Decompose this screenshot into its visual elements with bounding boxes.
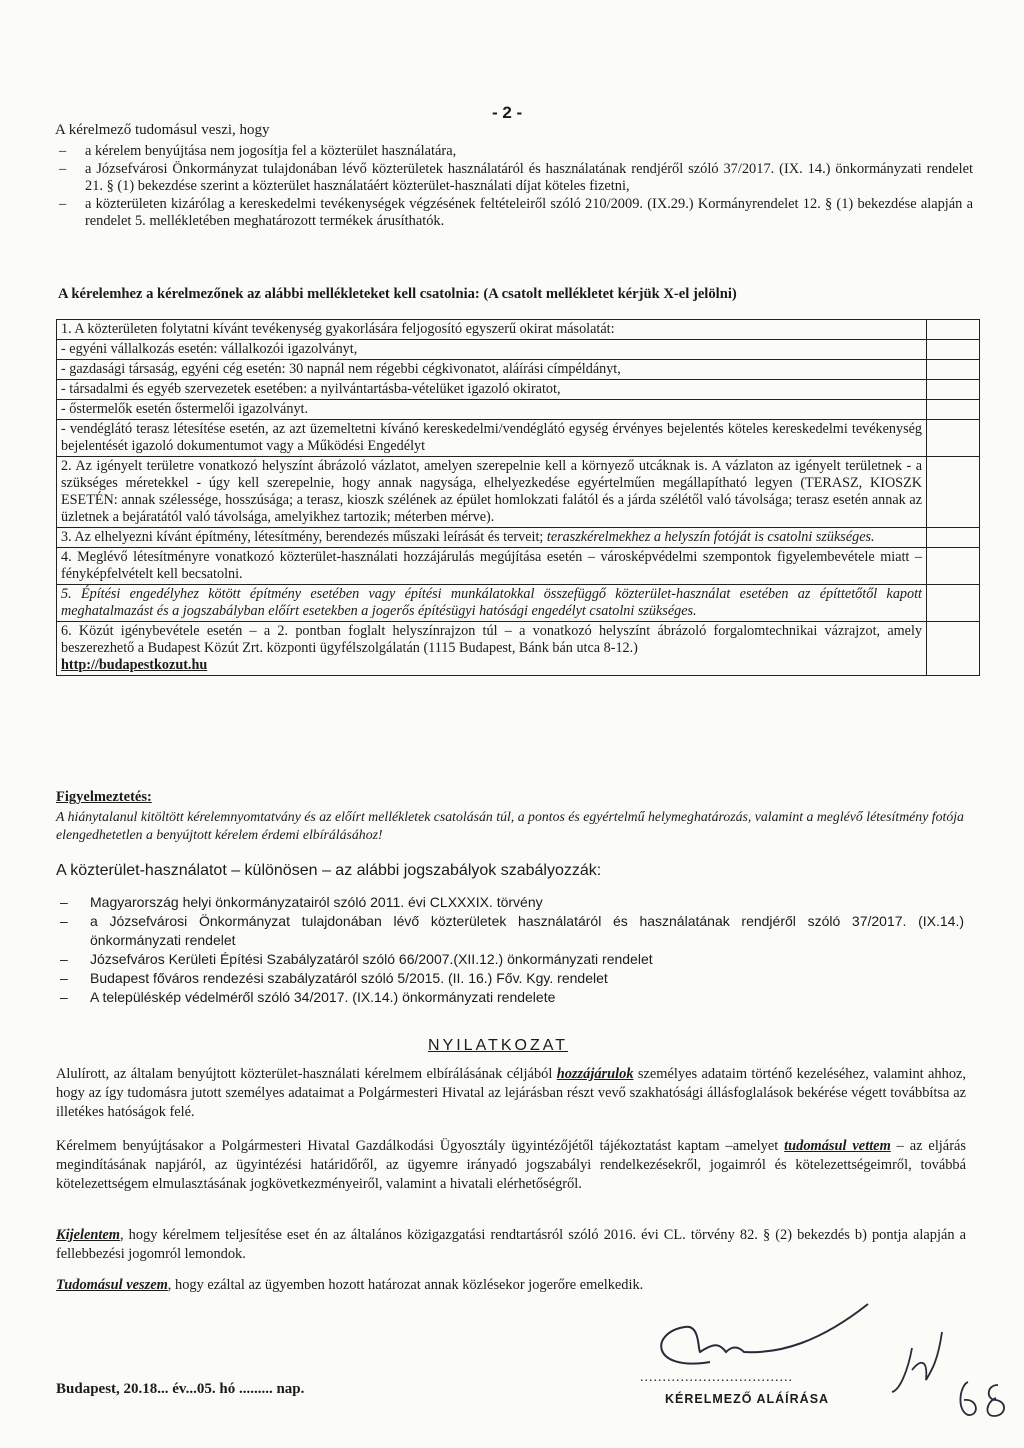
attachment-2: 2. Az igényelt területre vonatkozó helyszínt ábrázoló vázlatot, amelyen szerepelnie kell a környező utcáknak is. A vázlaton az igényelt területnek - a szükséges méretekkel - úgy kell szerepelnie, hogy annak nagysága, elhelyezkedése egyértelműen megállapítható legyen (TERASZ, KIOSZK ESETÉN: annak szélessége, hosszúsága; a terasz, kioszk szélének az épület homlokzati falától és a járda szélétől való távolsága; terasz esetén annak az üzletnek a bejáratától való távolsága, amelyikhez tartozik; méterben mérve). bbox=[57, 457, 927, 528]
table-row bbox=[57, 585, 980, 622]
laws-list bbox=[56, 893, 964, 1007]
attachment-6 bbox=[57, 622, 927, 676]
decl-p4-rest: , hogy ezáltal az ügyemben hozott határozat annak közlésekor jogerőre emelkedik. bbox=[167, 1277, 644, 1293]
law-item: – A településkép védelméről szóló 34/2017. (IX.14.) önkormányzati rendelete bbox=[56, 988, 964, 1007]
signature-label: KÉRELMEZŐ ALÁÍRÁSA bbox=[665, 1392, 830, 1406]
warning-title: Figyelmeztetés: bbox=[56, 789, 152, 805]
declaration-paragraph-3 bbox=[56, 1226, 966, 1264]
table-row bbox=[57, 420, 980, 457]
intro-item: – a kérelem benyújtása nem jogosítja fel a közterület használatára, bbox=[55, 143, 973, 161]
checkbox-cell[interactable] bbox=[927, 320, 980, 340]
law-item: – a Józsefvárosi Önkormányzat tulajdonában lévő közterületek használatáról és használatának rendjéről szóló 37/2017. (IX.14.) önkormányzati rendelet bbox=[56, 912, 964, 950]
declaration-paragraph-2 bbox=[56, 1137, 966, 1194]
laws-intro: A közterület-használatot – különösen – az alábbi jogszabályok szabályozzák: bbox=[56, 862, 602, 879]
attachment-3 bbox=[57, 528, 927, 548]
table-row bbox=[57, 548, 980, 585]
table-row bbox=[57, 400, 980, 420]
signature-line: .................................. bbox=[640, 1370, 793, 1385]
checkbox-cell[interactable] bbox=[927, 457, 980, 528]
checkbox-cell[interactable] bbox=[927, 420, 980, 457]
attachment-1e: - vendéglátó terasz létesítése esetén, az azt üzemeltetni kívánó kereskedelmi/vendéglátó egység érvényes bejelentés köteles kereskedelmi tevékenység bejelentését igazoló dokumentumot vagy a Működési Engedélyt bbox=[57, 420, 927, 457]
attachment-4: 4. Meglévő létesítményre vonatkozó közterület-használati hozzájárulás megújítása esetén – városképvédelmi szempontok figyelembevétele miatt – fényképfelvételt kell becsatolni. bbox=[57, 548, 927, 585]
decl-p2-emphasis: tudomásul vettem bbox=[784, 1138, 891, 1154]
attachments-heading: A kérelemhez a kérelmezőnek az alábbi mellékleteket kell csatolnia: (A csatolt mellékletet kérjük X-el jelölni) bbox=[58, 286, 737, 302]
intro-item: – a Józsefvárosi Önkormányzat tulajdonában lévő közterületek használatáról és használatának rendjéről szóló 37/2017. (IX. 14.) önkormányzati rendelet 21. § (1) bekezdése szerint a közterület használatáért közterület-használati díjat köteles fizetni, bbox=[55, 161, 973, 196]
kozut-link[interactable]: http://budapestkozut.hu bbox=[61, 657, 208, 673]
decl-p4-emphasis: Tudomásul veszem bbox=[56, 1277, 168, 1293]
decl-p3-emphasis: Kijelentem bbox=[56, 1227, 120, 1243]
decl-p1-rest: személyes adataim történő kezeléséhez, valamint ahhoz, hogy az így tudomásra jutott személyes adataimat a Polgármesteri Hivatal az lejárásban részt vevő szakhatósági állásfoglalások bekérése végett továbbítsa az illetékes hatóságok felé. bbox=[56, 1066, 966, 1120]
table-row bbox=[57, 320, 980, 340]
intro-text: A kérelmező tudomásul veszi, hogy bbox=[55, 122, 270, 138]
decl-p3-rest: , hogy kérelmem teljesítése eset én az általános közigazgatási rendtartásról szóló 2016. évi CL. törvény 82. § (2) bekezdés b) pontja alapján a fellebbezési jogomról lemondok. bbox=[56, 1227, 966, 1262]
attachment-3-italic: teraszkérelmekhez a helyszín fotóját is csatolni szükséges. bbox=[546, 529, 875, 545]
law-item: – Józsefváros Kerületi Építési Szabályzatáról szóló 66/2007.(XII.12.) önkormányzati rendelet bbox=[56, 950, 964, 969]
declaration-paragraph-1 bbox=[56, 1065, 966, 1122]
attachment-5: 5. Építési engedélyhez kötött építmény esetében vagy építési munkálatokkal összefüggő közterület-használat esetében az építtetőtől kapott meghatalmazást és a jogszabályban előírt esetekben a jogerős építésügyi hatósági engedélyt csatolni szükséges. bbox=[57, 585, 927, 622]
warning-text: A hiánytalanul kitöltött kérelemnyomtatvány és az előírt mellékletek csatolásán túl, a pontos és egyértelmű helymeghatározás, valamint a meglévő létesítmény fotója elengedhetetlen a benyújtott kérelem érdemi elbírálásához! bbox=[56, 809, 964, 842]
decl-p1-text: Alulírott, az általam benyújtott közterület-használati kérelmem elbírálásának céljából bbox=[56, 1066, 557, 1082]
attachment-1b: - gazdasági társaság, egyéni cég esetén: 30 napnál nem régebbi cégkivonatot, aláírási címpéldányt, bbox=[57, 360, 927, 380]
table-row bbox=[57, 380, 980, 400]
attachment-6-text: 6. Közút igénybevétele esetén – a 2. pontban foglalt helyszínrajzon túl – a vonatkozó helyszínt ábrázoló forgalomtechnikai vázrajzot, amely beszerezhető a Budapest Közút Zrt. központi ügyfélszolgálatán (1115 Budapest, Bánk bán utca 8-12.) bbox=[61, 623, 922, 656]
attachments-table bbox=[56, 319, 980, 676]
attachment-1: 1. A közterületen folytatni kívánt tevékenység gyakorlására feljogosító egyszerű okirat másolatát: bbox=[57, 320, 927, 340]
checkbox-cell[interactable] bbox=[927, 528, 980, 548]
page-number: - 2 - bbox=[492, 103, 523, 122]
attachment-1d: - őstermelők esetén őstermelői igazolványt. bbox=[57, 400, 927, 420]
intro-list bbox=[55, 143, 973, 231]
checkbox-cell[interactable] bbox=[927, 585, 980, 622]
declaration-title: NYILATKOZAT bbox=[428, 1037, 568, 1054]
table-row bbox=[57, 360, 980, 380]
checkbox-cell[interactable] bbox=[927, 622, 980, 676]
table-row bbox=[57, 528, 980, 548]
intro-item: – a közterületen kizárólag a kereskedelmi tevékenységek végzésének feltételeiről szóló 210/2009. (IX.29.) Kormányrendelet 12. § (1) bekezdése alapján a rendelet 5. mellékletében meghatározott termékek árusíthatók. bbox=[55, 196, 973, 231]
decl-p2-rest: – az eljárás megindításának napjáról, az ügyintézési határidőről, az ügyemre irányadó jogszabályi rendelkezésekről, jogaimról és kötelezettségeimről, továbbá kötelezettségem elmulasztásának jogkövetkezményeiről, valamint a hivatali elérhetőségről. bbox=[56, 1138, 966, 1192]
checkbox-cell[interactable] bbox=[927, 340, 980, 360]
handwritten-initials bbox=[890, 1330, 1020, 1420]
table-row bbox=[57, 622, 980, 676]
attachment-1a: - egyéni vállalkozás esetén: vállalkozói igazolványt, bbox=[57, 340, 927, 360]
handwritten-signature bbox=[640, 1302, 880, 1382]
checkbox-cell[interactable] bbox=[927, 548, 980, 585]
attachment-3-text: 3. Az elhelyezni kívánt építmény, létesítmény, berendezés műszaki leírását és terveit; bbox=[61, 529, 547, 545]
declaration-paragraph-4 bbox=[56, 1276, 966, 1295]
table-row bbox=[57, 457, 980, 528]
decl-p1-emphasis: hozzájárulok bbox=[556, 1066, 634, 1082]
checkbox-cell[interactable] bbox=[927, 380, 980, 400]
checkbox-cell[interactable] bbox=[927, 360, 980, 380]
checkbox-cell[interactable] bbox=[927, 400, 980, 420]
table-row bbox=[57, 340, 980, 360]
attachment-1c: - társadalmi és egyéb szervezetek esetében: a nyilvántartásba-vételüket igazoló okiratot, bbox=[57, 380, 927, 400]
decl-p2-text: Kérelmem benyújtásakor a Polgármesteri Hivatal Gazdálkodási Ügyosztály ügyintézőjétől tájékoztatást kaptam –amelyet bbox=[56, 1138, 785, 1154]
place-date: Budapest, 20.18... év...05. hó ......... nap. bbox=[56, 1381, 305, 1397]
law-item: – Magyarország helyi önkormányzatairól szóló 2011. évi CLXXXIX. törvény bbox=[56, 893, 964, 912]
law-item: – Budapest főváros rendezési szabályzatáról szóló 5/2015. (II. 16.) Főv. Kgy. rendelet bbox=[56, 969, 964, 988]
